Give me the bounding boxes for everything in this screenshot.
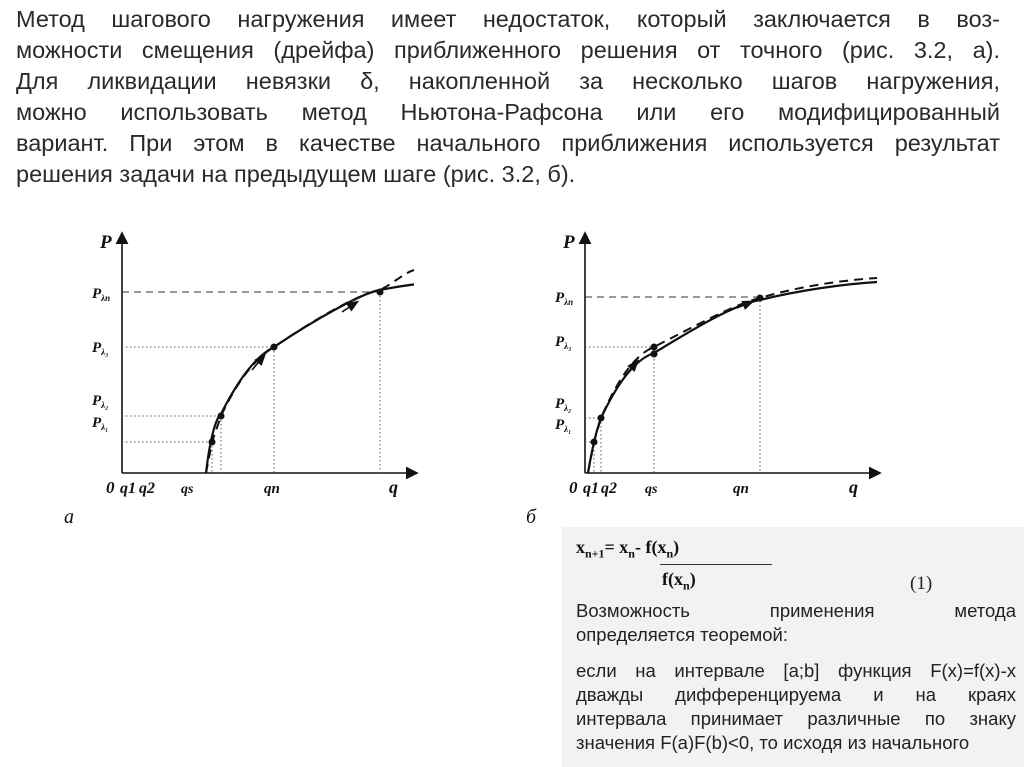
figure-b	[545, 228, 885, 503]
figure-a-label: а	[64, 506, 74, 528]
x-tick-q2: q2	[139, 480, 155, 497]
figure-a-plot	[84, 228, 424, 503]
formula-denominator: $f(x_n)$	[662, 569, 696, 593]
point-qs-approx	[651, 344, 658, 351]
intro-paragraph	[16, 4, 1000, 190]
figure-b-label: б	[526, 506, 537, 528]
point-qs-exact	[651, 351, 658, 358]
x-tick-qs: qs	[181, 482, 194, 497]
y-tick-p-lambda-3: $P_{\lambda_3}$	[92, 340, 109, 357]
y-tick-p-lambda-2: $P_{\lambda_2}$	[555, 396, 572, 413]
paragraph-line-2: можности смещения (дрейфа) приближенного решения от точного (рис. 3.2, а).	[16, 37, 1000, 63]
x-tick-qn: qn	[264, 481, 280, 497]
paragraph-line-3: Для ликвидации невязки δ, накопленной за несколько шагов нагружения,	[16, 68, 1000, 94]
newton-raphson-box	[562, 527, 1024, 767]
point-q2	[598, 415, 605, 422]
paragraph-line-5: вариант. При этом в качестве начального приближения используется результат	[16, 130, 1000, 156]
formula-numerator: $x_{n+1}= x_n-$ $f(x_n)$	[576, 537, 680, 561]
x-axis-label: q	[849, 477, 858, 497]
fraction-bar	[660, 564, 772, 565]
theorem-line-3: интервала принимает различные по знаку	[576, 708, 1016, 729]
origin-label: 0	[106, 478, 115, 497]
paragraph-line-6: решения задачи на предыдущем шаге (рис. 3.2, б).	[16, 161, 576, 187]
theorem-line-4: значения F(a)F(b)<0, то исходя из начального	[576, 732, 970, 753]
exact-solution-curve	[588, 282, 877, 473]
y-tick-p-lambda-3: $P_{\lambda_3}$	[555, 334, 572, 351]
point-qs	[271, 344, 278, 351]
figure-a	[84, 228, 424, 503]
point-q2	[218, 413, 225, 420]
x-tick-q2: q2	[601, 480, 617, 497]
approx-solution-curve	[588, 278, 877, 473]
y-tick-p-lambda-1: $P_{\lambda_1}$	[92, 415, 109, 432]
x-axis-label: q	[389, 477, 398, 497]
x-tick-q1: q1	[120, 480, 136, 497]
theorem-text	[576, 659, 1016, 755]
theorem-line-1: если на интервале [a;b] функция F(x)=f(x)-x	[576, 660, 1016, 681]
x-tick-q1: q1	[583, 480, 599, 497]
equation-number: (1)	[910, 573, 933, 594]
point-qn	[757, 295, 764, 302]
y-tick-p-lambda-1: $P_{\lambda_1}$	[555, 417, 572, 434]
exact-solution-curve	[206, 278, 424, 473]
theorem-line-2: дважды дифференцируема и на краях	[576, 684, 1016, 705]
paragraph-line-1: Метод шагового нагружения имеет недостаток, который заключается в воз-	[16, 6, 1000, 32]
y-axis-label: P	[563, 232, 575, 253]
theorem-intro-line-1: Возможность применения метода	[576, 600, 1016, 621]
x-tick-qn: qn	[733, 481, 749, 497]
approx-solution-curve	[206, 270, 414, 473]
theorem-intro-line-2: определяется теоремой:	[576, 624, 789, 645]
paragraph-line-4: можно использовать метод Ньютона-Рафсона или его модифицированный	[16, 99, 1000, 125]
origin-label: 0	[569, 478, 578, 497]
point-qn	[377, 289, 384, 296]
point-q1	[591, 439, 598, 446]
theorem-intro	[576, 599, 1016, 647]
y-axis-label: P	[100, 232, 112, 253]
y-tick-p-lambda-n: $P_{\lambda n}$	[92, 286, 111, 303]
y-tick-p-lambda-n: $P_{\lambda n}$	[555, 290, 574, 307]
point-q1	[209, 439, 216, 446]
y-tick-p-lambda-2: $P_{\lambda_2}$	[92, 393, 109, 410]
figure-b-plot	[545, 228, 885, 503]
x-tick-qs: qs	[645, 482, 658, 497]
